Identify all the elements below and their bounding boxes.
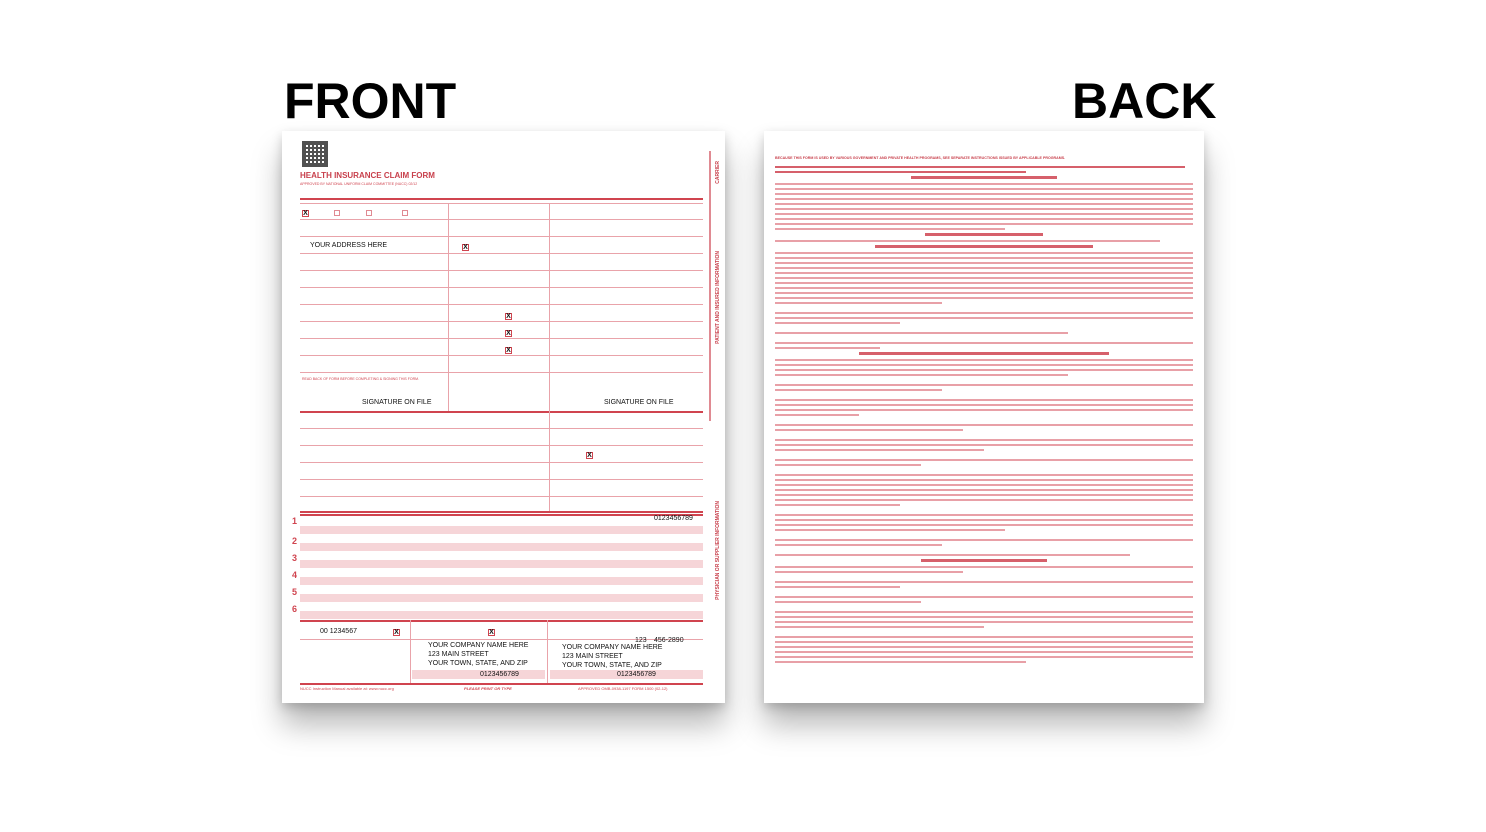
patient-side-label: PATIENT AND INSURED INFORMATION bbox=[715, 251, 721, 344]
service-line-5 bbox=[300, 594, 703, 602]
federal-tax-id: 00 1234567 bbox=[320, 628, 357, 635]
facility-street: 123 MAIN STREET bbox=[428, 651, 489, 658]
front-heading: FRONT bbox=[284, 73, 457, 129]
service-line-number: 5 bbox=[292, 587, 298, 597]
checkbox[interactable] bbox=[366, 210, 372, 216]
service-line-number: 2 bbox=[292, 536, 298, 546]
service-line-number: 3 bbox=[292, 553, 298, 563]
back-heading: BACK bbox=[1072, 73, 1217, 129]
billing-phone: 456-2890 bbox=[654, 637, 684, 644]
form-rule bbox=[300, 253, 703, 254]
form-rule bbox=[300, 203, 703, 204]
billing-name: YOUR COMPANY NAME HERE bbox=[562, 644, 663, 651]
form-rule bbox=[300, 372, 703, 373]
checkbox[interactable] bbox=[402, 210, 408, 216]
form-rule bbox=[300, 445, 703, 446]
back-body-text bbox=[775, 166, 1193, 666]
outside-lab-no-checkbox[interactable]: X bbox=[587, 452, 592, 459]
form-rule bbox=[300, 338, 703, 339]
auto-accident-no-checkbox[interactable]: X bbox=[506, 330, 511, 337]
column-divider bbox=[410, 620, 411, 684]
form-title: HEALTH INSURANCE CLAIM FORM bbox=[300, 171, 435, 180]
back-page bbox=[764, 131, 1204, 703]
facility-city: YOUR TOWN, STATE, AND ZIP bbox=[428, 660, 528, 667]
patient-address: YOUR ADDRESS HERE bbox=[310, 242, 388, 249]
rendering-npi: 0123456789 bbox=[654, 515, 693, 522]
form-rule bbox=[300, 411, 703, 413]
accept-assignment-yes-checkbox[interactable]: X bbox=[489, 629, 494, 636]
insured-signature: SIGNATURE ON FILE bbox=[604, 399, 674, 406]
billing-npi: 0123456789 bbox=[617, 671, 656, 678]
medicare-checkbox[interactable]: X bbox=[303, 210, 308, 217]
patient-signature: SIGNATURE ON FILE bbox=[362, 399, 432, 406]
service-line-6 bbox=[300, 611, 703, 619]
service-line-number: 1 bbox=[292, 516, 298, 526]
footer-print: PLEASE PRINT OR TYPE bbox=[464, 686, 512, 691]
service-line-4 bbox=[300, 577, 703, 585]
service-line-number: 4 bbox=[292, 570, 298, 580]
column-divider bbox=[549, 411, 550, 511]
facility-name: YOUR COMPANY NAME HERE bbox=[428, 642, 529, 649]
form-rule bbox=[300, 321, 703, 322]
column-divider bbox=[448, 203, 449, 411]
form-rule bbox=[300, 287, 703, 288]
back-heading-text: BECAUSE THIS FORM IS USED BY VARIOUS GOVERNMENT AND PRIVATE HEALTH PROGRAMS, SEE SEPARATE INSTRUCTIONS ISSUED BY APPLICABLE PROGRAMS. bbox=[775, 156, 1066, 160]
qr-code-icon bbox=[302, 141, 328, 167]
front-page bbox=[282, 131, 725, 703]
other-accident-no-checkbox[interactable]: X bbox=[506, 347, 511, 354]
carrier-arrow bbox=[709, 151, 711, 421]
service-line-1 bbox=[300, 526, 703, 534]
ein-checkbox[interactable]: X bbox=[394, 629, 399, 636]
billing-phone-area: 123 bbox=[635, 637, 647, 644]
carrier-side-label: CARRIER bbox=[715, 161, 721, 184]
form-rule bbox=[300, 511, 703, 513]
billing-street: 123 MAIN STREET bbox=[562, 653, 623, 660]
form-rule bbox=[300, 428, 703, 429]
form-rule bbox=[300, 620, 703, 622]
facility-npi-row bbox=[412, 670, 545, 679]
form-rule bbox=[300, 270, 703, 271]
form-rule bbox=[300, 219, 703, 220]
column-divider bbox=[547, 620, 548, 684]
form-rule bbox=[300, 236, 703, 237]
form-rule bbox=[300, 462, 703, 463]
facility-npi: 0123456789 bbox=[480, 671, 519, 678]
self-checkbox[interactable]: X bbox=[463, 244, 468, 251]
form-rule bbox=[300, 683, 703, 685]
form-rule bbox=[300, 496, 703, 497]
column-divider bbox=[549, 203, 550, 411]
form-rule bbox=[300, 479, 703, 480]
employment-no-checkbox[interactable]: X bbox=[506, 313, 511, 320]
footer-manual: NUCC Instruction Manual available at: www.nucc.org bbox=[300, 686, 394, 691]
form-rule bbox=[300, 304, 703, 305]
checkbox[interactable] bbox=[334, 210, 340, 216]
service-line-2 bbox=[300, 543, 703, 551]
footer-omb: APPROVED OMB-0938-1197 FORM 1500 (02-12) bbox=[578, 686, 668, 691]
service-line-3 bbox=[300, 560, 703, 568]
form-rule bbox=[300, 514, 703, 516]
form-approval: APPROVED BY NATIONAL UNIFORM CLAIM COMMITTEE (NUCC) 02/12 bbox=[300, 182, 418, 186]
form-rule bbox=[300, 355, 703, 356]
service-line-number: 6 bbox=[292, 604, 298, 614]
physician-side-label: PHYSICIAN OR SUPPLIER INFORMATION bbox=[715, 501, 721, 600]
form-rule bbox=[300, 198, 703, 200]
billing-city: YOUR TOWN, STATE, AND ZIP bbox=[562, 662, 662, 669]
read-back-notice: READ BACK OF FORM BEFORE COMPLETING & SIGNING THIS FORM. bbox=[302, 377, 420, 381]
